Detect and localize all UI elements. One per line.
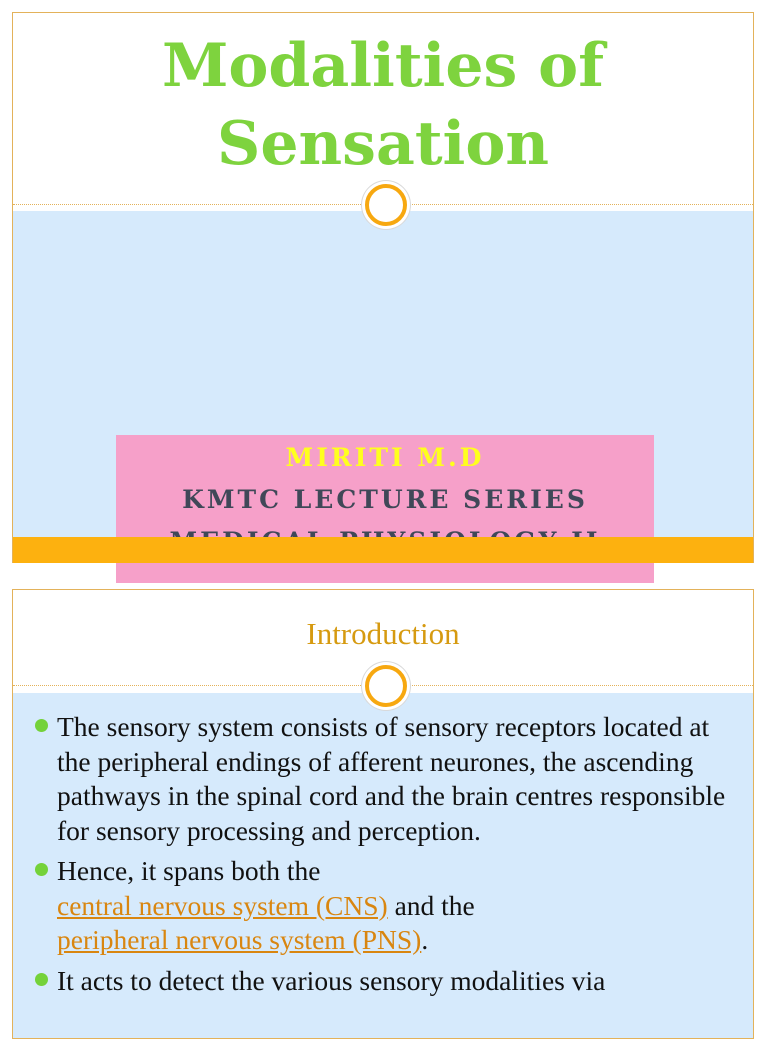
title-area: [13, 13, 753, 204]
slide-title-line-1: Modalities of: [161, 31, 605, 101]
bullet-text: It acts to detect the various sensory modalities via: [57, 964, 606, 996]
bullet-text: Hence, it spans both the: [57, 855, 321, 886]
lecture-series: KMTC LECTURE SERIES: [182, 485, 588, 514]
cns-link[interactable]: central nervous system (CNS): [57, 889, 388, 921]
slide-heading: Introduction: [306, 616, 460, 651]
slide-title-line-2: Sensation: [217, 109, 549, 179]
bullet-text: .: [421, 924, 429, 955]
ring-divider-icon: [365, 665, 407, 707]
bullet-text: and the: [387, 889, 475, 921]
bullet-item: [33, 964, 735, 999]
green-dot-bullet-icon: [35, 863, 48, 876]
title-slide: [12, 12, 754, 563]
green-dot-bullet-icon: [35, 973, 48, 986]
ring-divider-icon: [365, 184, 407, 226]
slide-title: [13, 27, 753, 183]
green-dot-bullet-icon: [35, 719, 48, 732]
bullet-text: The sensory system consists of sensory receptors located at the peripheral endings of afferent neurones, the ascending pathways in the spinal cord and the brain centres responsible for sensory processing and perception.: [57, 711, 726, 846]
author-name: MIRITI M.D: [285, 443, 485, 472]
content-area: [13, 211, 753, 537]
footer-accent-bar: [13, 537, 753, 563]
introduction-slide: [12, 589, 754, 1039]
bullet-item: [33, 854, 735, 958]
pns-link[interactable]: peripheral nervous system (PNS): [57, 924, 422, 955]
bullet-item: [33, 710, 735, 848]
bullet-list: [33, 710, 735, 1004]
